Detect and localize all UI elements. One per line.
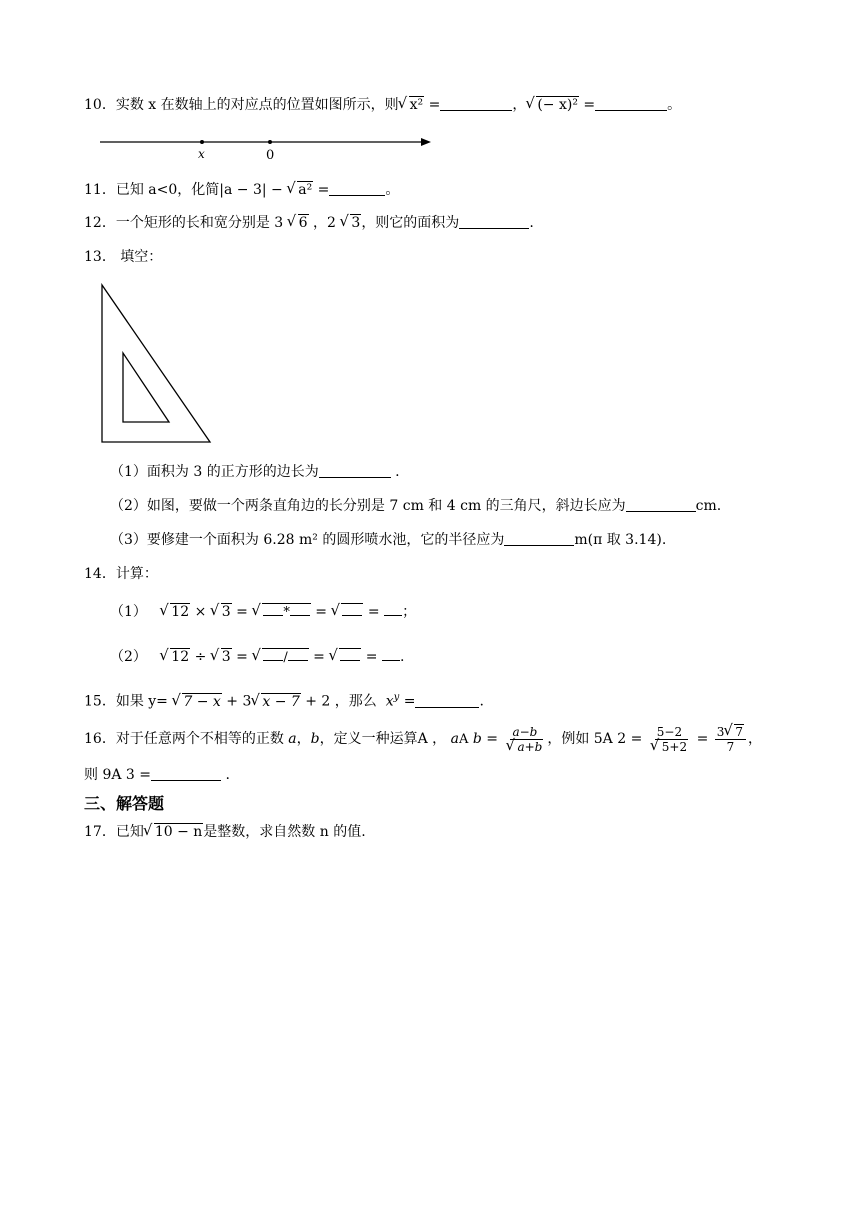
- arrow-right-icon: [421, 138, 431, 146]
- label-0: 0: [266, 148, 275, 163]
- q14-2-answer-blank[interactable]: [382, 650, 400, 661]
- q10-text: 实数 x 在数轴上的对应点的位置如图所示，则: [115, 97, 399, 113]
- q14-2-sqrt-b: √ 3: [211, 647, 232, 667]
- question-11: 11．已知 a<0，化简|a − 3| − √ a² = 。: [84, 180, 399, 200]
- question-14: 14．计算：: [84, 566, 158, 582]
- number-line: [95, 130, 440, 164]
- q11-sqrt: √ a²: [287, 180, 313, 200]
- q14-2-blank-a[interactable]: [263, 650, 283, 661]
- q11-answer-blank[interactable]: [329, 181, 385, 196]
- q14-2-sqrt-a: √ 12: [160, 647, 190, 667]
- q10-sqrt-2: √ (− x)²: [526, 95, 579, 115]
- q14-2-blank-c[interactable]: [340, 650, 360, 661]
- question-14-part-1: （1） √ 12 × √ 3 = √ * = √ = ；: [110, 602, 416, 623]
- question-13: 13． 填空：: [84, 249, 163, 265]
- question-16-line-2: 则 9A 3 = .: [84, 767, 230, 783]
- q13-2-answer-blank[interactable]: [626, 497, 696, 512]
- q12-answer-blank[interactable]: [459, 214, 529, 229]
- q13-1-answer-blank[interactable]: [319, 463, 391, 478]
- question-15: 15．如果 y= √ 7 − x + 3√ x − 7 + 2 ，那么 $x^y$ = .: [84, 688, 484, 712]
- q14-1-sqrt-b: √ 3: [211, 602, 232, 622]
- q14-1-blank-b[interactable]: [290, 605, 310, 616]
- q16-definition-fraction: a−b √ a+b: [504, 725, 545, 754]
- q16-example-result: $\frac{3√ 7}{7}$: [715, 725, 746, 754]
- q10-sqrt-1: √ x²: [399, 95, 425, 115]
- question-12: 12．一个矩形的长和宽分别是 3 √ 6 ，2 √ 3，则它的面积为 .: [84, 213, 534, 233]
- q14-1-blank-a[interactable]: [263, 605, 283, 616]
- q14-1-sqrt-product: √ *: [252, 602, 311, 623]
- q14-2-sqrt-result: [329, 647, 361, 667]
- q15-sqrt-1: √ 7 − x: [172, 692, 221, 712]
- point-zero: [268, 140, 272, 144]
- q15-sqrt-2: √ x − 7: [251, 692, 300, 712]
- q14-2-blank-b[interactable]: [288, 650, 308, 661]
- q14-2-sqrt-quotient: √ /: [252, 647, 308, 668]
- q16-example-fraction: 5−2 √ 5+2: [649, 725, 690, 754]
- q13-3-answer-blank[interactable]: [504, 531, 574, 546]
- q16-answer-blank[interactable]: [151, 766, 221, 781]
- q17-sqrt: √ 10 − n: [144, 822, 203, 842]
- q12-sqrt-2: √ 3: [340, 213, 361, 233]
- outer-triangle: [102, 285, 210, 442]
- label-x: x: [198, 147, 205, 161]
- q12-sqrt-1: √ 6: [288, 213, 309, 233]
- question-17: 17．已知√ 10 − n是整数，求自然数 n 的值.: [84, 822, 366, 842]
- question-14-part-2: （2） √ 12 ÷ √ 3 = √ / = √ = .: [110, 647, 404, 668]
- section-title: 三、解答题: [84, 794, 165, 813]
- point-x: [200, 140, 204, 144]
- inner-triangle: [123, 353, 169, 422]
- question-13-part-1: （1）面积为 3 的正方形的边长为 .: [110, 464, 400, 480]
- q15-answer-blank[interactable]: [415, 693, 479, 708]
- question-16: 16．对于任意两个不相等的正数 a，b，定义一种运算A ， aA b = a−b √ a+b ，例如 5A 2 = 5−2 √ 5+2 = $\frac{3√ 7}{7}$ ，: [84, 722, 762, 757]
- q14-1-blank-c[interactable]: [342, 605, 362, 616]
- q10-number: 10．: [84, 97, 116, 113]
- q10-answer-blank-2[interactable]: [595, 96, 667, 111]
- q14-1-answer-blank[interactable]: [384, 605, 402, 616]
- triangle-ruler-figure: [95, 280, 220, 450]
- question-13-part-2: （2）如图，要做一个两条直角边的长分别是 7 cm 和 4 cm 的三角尺，斜边长应为 cm.: [110, 498, 722, 514]
- question-13-part-3: （3）要修建一个面积为 6.28 m² 的圆形喷水池，它的半径应为 m(π 取 3.14).: [110, 532, 667, 548]
- q10-answer-blank-1[interactable]: [440, 96, 512, 111]
- q14-1-sqrt-result: [331, 602, 363, 622]
- q14-1-sqrt-a: √ 12: [160, 602, 190, 622]
- question-10: 10．实数 x 在数轴上的对应点的位置如图所示，则√ x² = ，√ (− x)² = 。: [84, 95, 681, 115]
